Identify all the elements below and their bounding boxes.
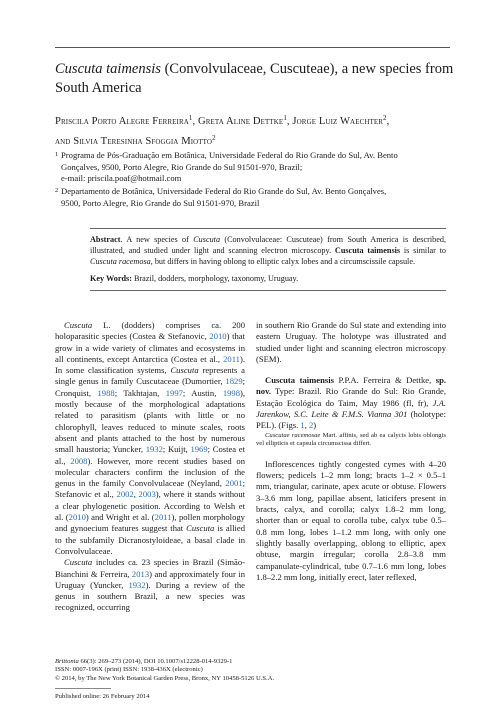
- description-paragraph: Inflorescences tightly congested cymes with 4–20 flowers; pedicels 1–2 mm long; bracts 1–2 × 0.5–1 mm, triangular, carinate, apex acute or obtuse. Flowers 3–3.6 mm long, papillae absent, laticifers present in bracts, calyx, and corolla; calyx 1.8–2 mm long, shorter than or equal to corolla tube, calyx tube 0.5–0.8 mm long, lobes 1–1.2 mm long, with only one slightly basally overlapping, oblong to elliptic, apex obtuse, margin irregular; corolla 2.8–3.8 mm campanulate-cylindrical, tube 0.7–1.6 mm long, lobes 1.8–2.2 mm long, initially erect, later reflexed,: [256, 458, 446, 582]
- author-1-affil: 1: [188, 114, 193, 122]
- abstract-species: Cuscuta taimensis: [334, 246, 401, 256]
- keywords-text: Brazil, dodders, morphology, taxonomy, Uruguay.: [131, 273, 299, 283]
- author-3: Jorge Luiz Waechter: [292, 116, 384, 127]
- text-run: ), where it stands without a clear phylogenetic position. According to Welsh et al. (: [55, 489, 245, 523]
- type-species-name: Cuscuta taimensis: [265, 375, 334, 386]
- footer-issn: ISSN: 0007-196X (print) ISSN: 1938-436X (electronic): [55, 666, 203, 674]
- citation-link[interactable]: 2002: [116, 489, 134, 500]
- citation-link[interactable]: 2013: [131, 568, 150, 579]
- affiliation-1-mark: 1: [55, 151, 59, 158]
- genus-name: Cuscuta: [186, 523, 215, 534]
- citation-link[interactable]: 1932: [145, 444, 163, 455]
- affiliation-2-line-1: Departamento de Botânica, Universidade Federal do Rio Grande do Sul, Av. Bento Gonçalves,: [61, 186, 387, 196]
- text-run: ) and Wright et al. (: [85, 512, 155, 523]
- spacer: [256, 365, 446, 375]
- genus-name: Cuscuta: [170, 365, 199, 376]
- affiliation-2-line-2: 9500, Porto Alegre, Rio Grande do Sul 91501-970, Brazil: [61, 197, 260, 208]
- citation-info: 66(3): 269–273 (2014), DOI 10.1007/s12228-014-9329-1: [78, 658, 233, 665]
- text-run: ; Kuijt,: [162, 444, 191, 455]
- citation-link[interactable]: 2011: [154, 512, 172, 523]
- abstract-part: , but differs in having oblong to elliptic calyx lobes and a circumscissile capsule.: [150, 257, 416, 267]
- text-run: ,: [133, 489, 139, 500]
- body-column-right: [256, 320, 446, 583]
- journal-footer: [55, 658, 455, 683]
- affiliations: [55, 150, 455, 211]
- author-and: and: [55, 136, 71, 147]
- author-2-affil: 1: [283, 114, 287, 122]
- article-title: [55, 60, 455, 98]
- abstract-part: . A new species of: [120, 235, 194, 244]
- latin-species: Cuscutae racemosae: [265, 431, 321, 439]
- text-run: ): [313, 420, 317, 431]
- title-rest: (Convolvulaceae, Cuscuteae), a new species from South America: [55, 61, 454, 96]
- affiliation-2-mark: 2: [55, 187, 59, 194]
- citation-link[interactable]: 2001: [225, 478, 243, 489]
- journal-name: Brittonia: [55, 658, 79, 665]
- affiliation-1-email[interactable]: e-mail: priscila.poaf@hotmail.com: [61, 173, 182, 183]
- author-3-affil: 2: [383, 114, 387, 122]
- sp-nov-label: sp. nov.: [256, 375, 447, 397]
- text-run: ) and approximately four in Uruguay (Yuncker,: [55, 568, 245, 590]
- text-run: ). However, more recent studies based on molecular characters confirm the inclusion of the genus in the family Convolvulaceae (Neyland,: [55, 455, 245, 489]
- abstract-label: Abstract: [90, 235, 121, 244]
- intro-paragraph-2: [55, 557, 245, 613]
- header-rule: [55, 47, 450, 48]
- author-4-affil: 2: [212, 134, 216, 142]
- text-run: (holotype: PEL). (Figs.: [256, 409, 446, 431]
- author-4: Silvia Teresinha Sfoggia Miotto: [73, 136, 213, 147]
- intro-paragraph-1: [55, 320, 245, 557]
- footer-line-1: [55, 658, 455, 666]
- keywords-label: Key Words:: [90, 273, 132, 283]
- author-2: Greta Aline Dettke: [198, 116, 284, 127]
- citation-link[interactable]: 1988: [97, 387, 115, 398]
- abstract-text: [90, 232, 446, 268]
- abstract-genus: Cuscuta: [193, 235, 221, 244]
- collectors: J.A. Jarenkow, S.C. Leite & F.M.S. Vianna 301: [256, 397, 446, 420]
- published-date: Published online: 26 February 2014: [55, 693, 150, 700]
- text-run: includes ca. 23 species in Brazil (Simão-Bianchini & Ferreira,: [55, 557, 245, 579]
- text-run: ), mostly because of the morphological adaptations related to parasitism (plants with little or no chlorophyll, leaves reduced to minute scales, roots absent and plants attached to the host by numerous small haustoria; Yuncker,: [55, 387, 246, 455]
- text-run: ), pollen morphology and gynoecium features suggest that: [55, 512, 245, 534]
- citation-link[interactable]: 1997: [165, 387, 183, 398]
- affiliation-1-line-1: Programa de Pós-Graduação em Botânica, Universidade Federal do Rio Grande do Sul, Av. Bento: [61, 150, 398, 160]
- citation-link[interactable]: 2008: [70, 455, 88, 466]
- abstract-box: [90, 228, 446, 291]
- genus-name: Cuscuta: [64, 557, 93, 568]
- text-run: ; Cronquist,: [55, 376, 245, 398]
- footer-rule: [55, 688, 111, 689]
- citation-link[interactable]: 1829: [225, 376, 243, 387]
- text-run: ). In some classification systems,: [55, 353, 245, 376]
- affiliation-2: [55, 186, 455, 209]
- citation-link[interactable]: 1932: [128, 579, 146, 590]
- text-run: ; Takhtajan,: [114, 387, 166, 398]
- keywords: [90, 273, 446, 284]
- text-run: ) that grow in a wide variety of climates and ecosystems in all continents, except Antarctica (Costea et al.,: [55, 331, 245, 364]
- abstract-part: is similar to: [400, 246, 446, 256]
- spacer: [256, 449, 446, 459]
- citation-link[interactable]: 2011: [223, 353, 240, 364]
- figure-link[interactable]: 2: [309, 420, 314, 431]
- text-run: ; Stefanovic et al.,: [55, 478, 245, 500]
- latin-text: Mart. affinis, sed ab ea calycis lobis oblongis vel ellipticis et capsula circumscissa differt.: [256, 431, 446, 448]
- abstract-part: (Convolvulaceae: Cuscuteae) from South America is described, illustrated, and studied under light and scanning electron microscopy.: [90, 235, 446, 256]
- text-run: L. (dodders) comprises ca. 200 holoparasitic species (Costea & Stefanovic,: [55, 320, 245, 342]
- text-run: is allied to the subfamily Dicranostyloideae, a basal clade in Convolvulaceae.: [55, 523, 246, 556]
- citation-link[interactable]: 1998: [222, 387, 240, 398]
- genus-name: Cuscuta: [64, 320, 93, 330]
- text-run: Type: Brazil. Rio Grande do Sul: Rio Grande, Estação Ecológica do Taim, May 1986 (fl, fr),: [256, 386, 446, 408]
- footer-copyright: © 2014, by The New York Botanical Garden Press, Bronx, NY 10458-5126 U.S.A.: [55, 674, 275, 682]
- citation-link[interactable]: 1969: [190, 444, 208, 455]
- text-run: ,: [304, 420, 309, 431]
- text-run: ; Costea et al.,: [55, 444, 245, 466]
- species-type-entry: [256, 375, 446, 431]
- text-run: represents a single genus in family Cuscutaceae (Dumortier,: [55, 365, 245, 387]
- title-species: Cuscuta taimensis: [55, 61, 161, 77]
- text-run: ; Austin,: [182, 387, 223, 398]
- affiliation-1: [55, 150, 455, 185]
- affiliation-1-line-2: Gonçalves, 9500, Porto Alegre, Rio Grande do Sul 91501-970, Brazil;: [61, 161, 303, 172]
- latin-diagnosis: [256, 432, 446, 449]
- intro-paragraph-continued: in southern Rio Grande do Sul state and extending into eastern Uruguay. The holotype was illustrated and studied under light and scanning electron microscopy (SEM).: [256, 320, 446, 364]
- citation-link[interactable]: 2010: [68, 512, 86, 523]
- text-run: ). During a review of the genus in southern Brazil, a new species was recognized, occurring: [55, 579, 245, 613]
- author-list: Priscila Porto Alegre Ferreira$^1$, Greta Aline Dettke$^1$, Jorge Luiz Waechter$^2$, and Silvia Teresinha Sfoggia Miotto$^2$: [55, 114, 390, 147]
- abstract-similar-species: Cuscuta racemosa: [90, 257, 151, 267]
- author-1: Priscila Porto Alegre Ferreira: [55, 116, 189, 127]
- citation-link[interactable]: 2003: [138, 489, 156, 500]
- citation-link[interactable]: 2010: [209, 331, 227, 342]
- body-column-left: [55, 320, 245, 614]
- figure-link[interactable]: 1: [300, 420, 305, 431]
- type-authority: P.P.A. Ferreira & Dettke,: [333, 375, 436, 386]
